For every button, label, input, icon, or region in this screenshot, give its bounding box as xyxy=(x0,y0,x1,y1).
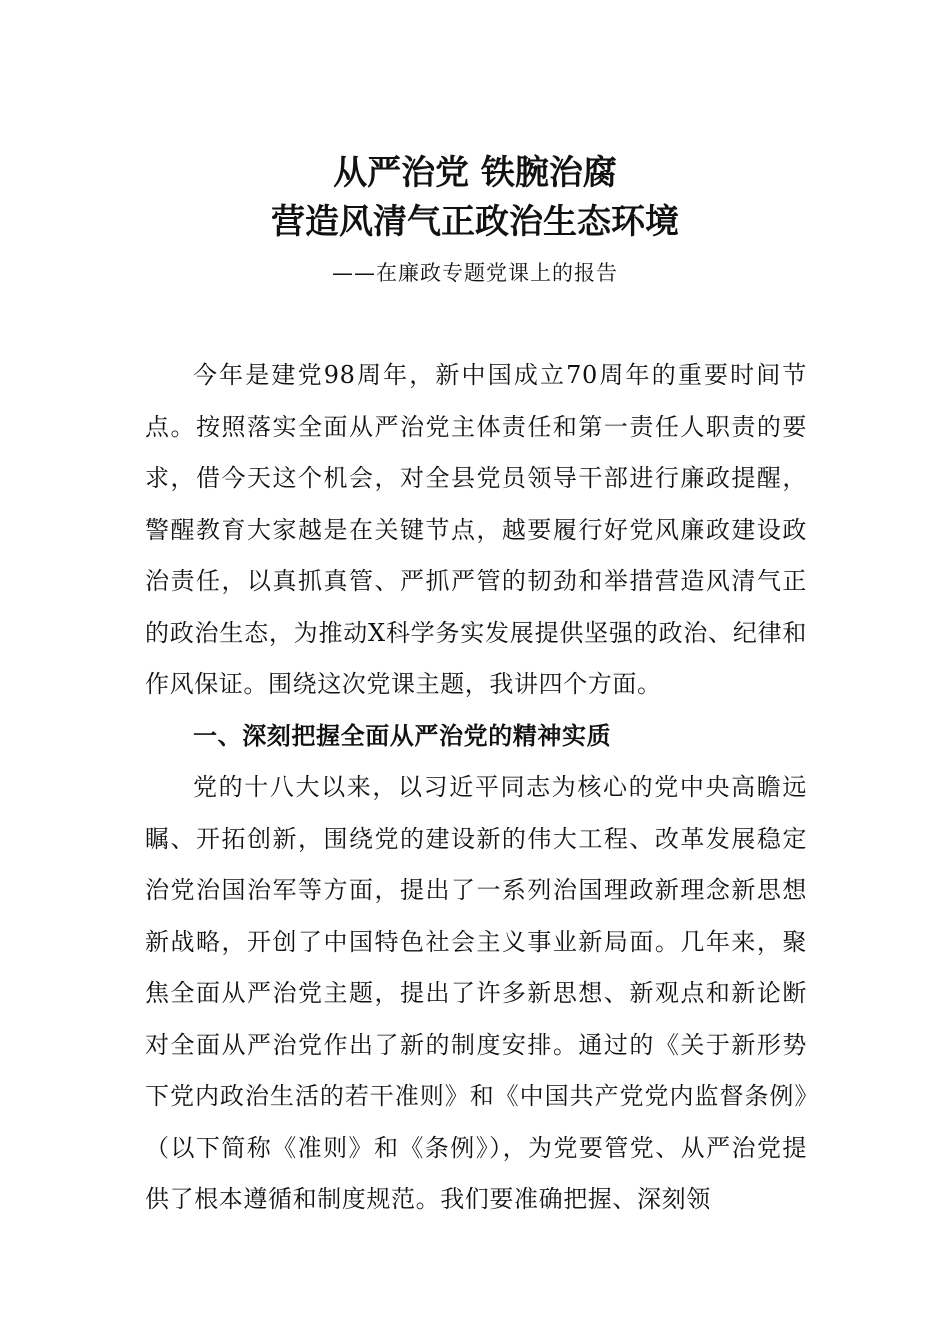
document-title-line-2: 营造风清气正政治生态环境 xyxy=(271,202,679,242)
paragraph-intro: 今年是建党98周年，新中国成立70周年的重要时间节点。按照落实全面从严治党主体责任和第一责任人职责的要求，借今天这个机会，对全县党员领导干部进行廉政提醒，警醒教育大家越是在关键节点，越要履行好党风廉政建设政治责任，以真抓真管、严抓严管的韧劲和举措营造风清气正的政治生态，为推动X科学务实发展提供坚强的政治、纪律和作风保证。围绕这次党课主题，我讲四个方面。 xyxy=(145,361,807,698)
document-subtitle: ——在廉政专题党课上的报告 xyxy=(332,261,618,285)
document-title-line-1: 从严治党 铁腕治腐 xyxy=(333,153,617,193)
document-body xyxy=(145,350,807,1226)
paragraph-section-1: 党的十八大以来，以习近平同志为核心的党中央高瞻远瞩、开拓创新，围绕党的建设新的伟大工程、改革发展稳定治党治国治军等方面，提出了一系列治国理政新理念新思想新战略，开创了中国特色社会主义事业新局面。几年来，聚焦全面从严治党主题，提出了许多新思想、新观点和新论断对全面从严治党作出了新的制度安排。通过的《关于新形势下党内政治生活的若干准则》和《中国共产党党内监督条例》（以下简称《准则》和《条例》），为党要管党、从严治党提供了根本遵循和制度规范。我们要准确把握、深刻领 xyxy=(145,773,807,1213)
section-heading-1: 一、深刻把握全面从严治党的精神实质 xyxy=(193,721,612,750)
